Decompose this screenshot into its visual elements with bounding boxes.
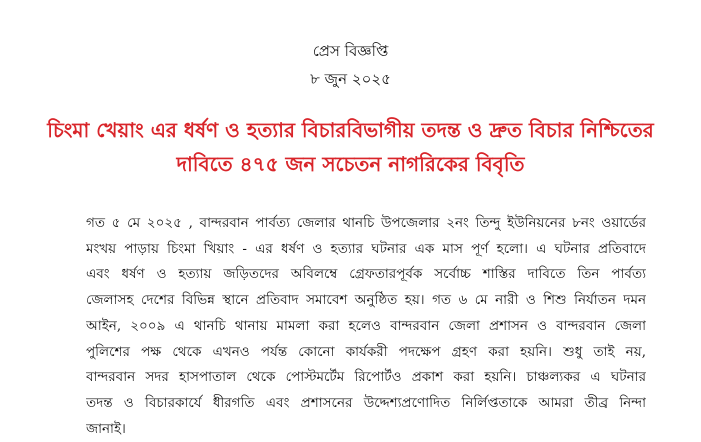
body-line: এবং ধর্ষণ ও হত্যায় জড়িতদের অবিলম্বে গ্রেফতারপূর্বক সর্বোচ্চ শাস্তির দাবিতে তিন পার্বত্য (86, 266, 646, 283)
body-line: তদন্ত ও বিচারকার্যে ধীরগতি এবং প্রশাসনের উদ্দেশ্যপ্রণোদিত নির্লিপ্ততাকে আমরা তীব্র নিন্দা (86, 394, 646, 411)
body-line: বান্দরবান সদর হাসপাতাল থেকে পোস্টমর্টেম রিপোর্টও প্রকাশ করা হয়নি। চাঞ্চল্যকর এ ঘটনার (86, 369, 646, 386)
body-paragraph (86, 211, 646, 442)
body-line: মংখয় পাড়ায় চিংমা খিয়াং - এর ধর্ষণ ও হত্যার ঘটনার এক মাস পূর্ণ হলো। এ ঘটনার প্রতিবাদে (86, 240, 646, 257)
release-date: ৮ জুন ২০২৫ (310, 70, 391, 88)
body-line: গত ৫ মে ২০২৫ , বান্দরবান পার্বত্য জেলার থানচি উপজেলার ২নং তিন্দু ইউনিয়নের ৮নং ওয়ার্ডের (86, 215, 646, 231)
body-line: আইন, ২০০৯ এ থানচি থানায় মামলা করা হলেও বান্দরবান জেলা প্রশাসন ও বান্দরবান জেলা (86, 317, 646, 334)
title-line-2: দাবিতে ৪৭৫ জন সচেতন নাগরিকের বিবৃতি (176, 152, 525, 176)
document-type-label: প্রেস বিজ্ঞপ্তি (312, 42, 389, 60)
body-line: পুলিশের পক্ষ থেকে এখনও পর্যন্ত কোনো কার্যকরী পদক্ষেপ গ্রহণ করা হয়নি। শুধু তাই নয়, (86, 343, 646, 360)
title-line-1: চিংমা খেয়াং এর ধর্ষণ ও হত্যার বিচারবিভাগীয় তদন্ত ও দ্রুত বিচার নিশ্চিতের (47, 118, 654, 142)
press-release-title (40, 113, 661, 181)
body-line: জানাই। (86, 420, 126, 437)
body-line: জেলাসহ দেশের বিভিন্ন স্থানে প্রতিবাদ সমাবেশ অনুষ্ঠিত হয়। গত ৬ মে নারী ও শিশু নির্যাতন দমন (86, 292, 646, 309)
